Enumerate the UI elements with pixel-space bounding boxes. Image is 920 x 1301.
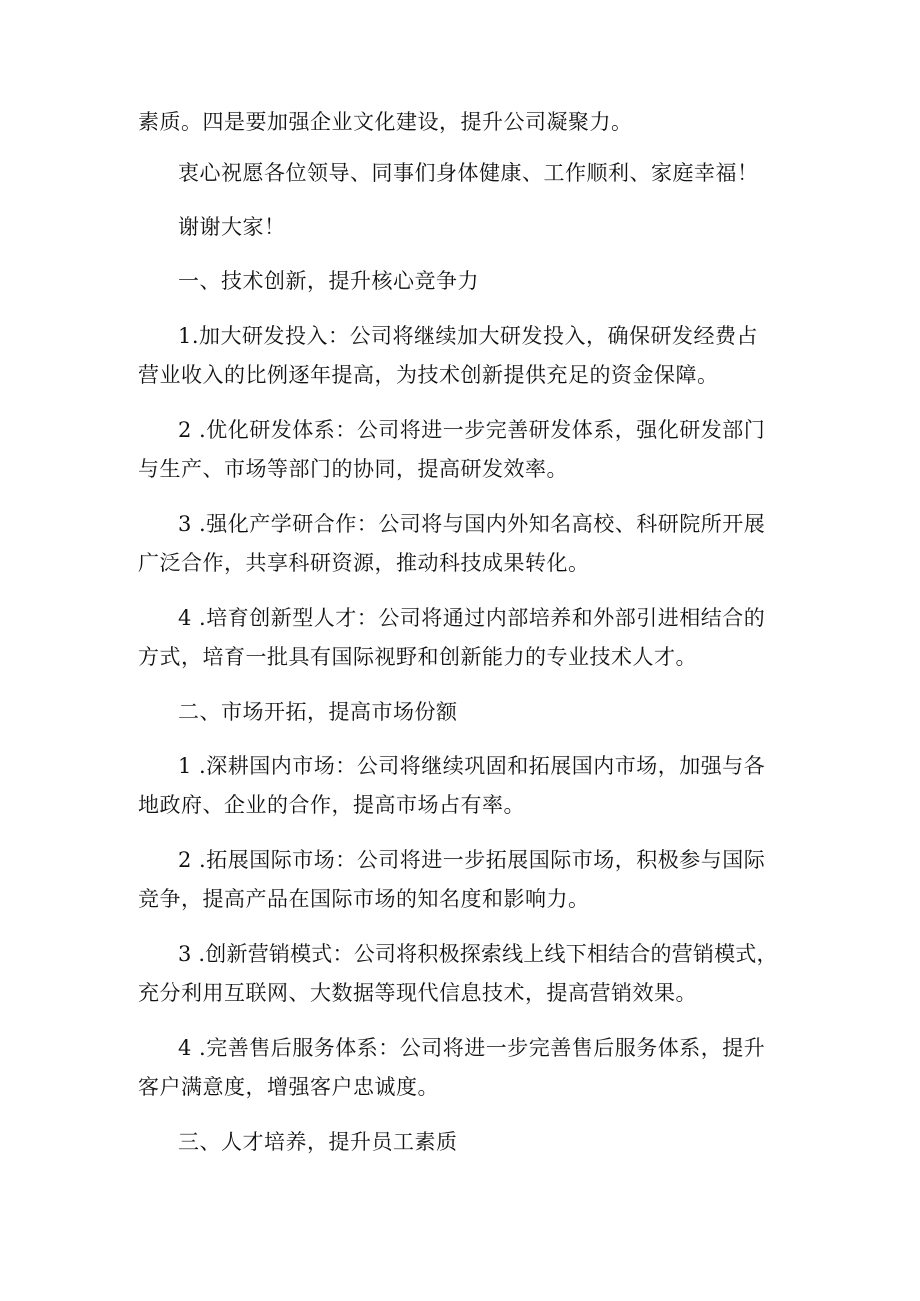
paragraph-line-market-3a: 3 .创新营销模式：公司将积极探索线上线下相结合的营销模式， <box>178 942 778 966</box>
paragraph-line-tech-1a: 1.加大研发投入：公司将继续加大研发投入，确保研发经费占 <box>178 324 759 348</box>
section-heading-market: 二、市场开拓，提高市场份额 <box>178 700 458 724</box>
paragraph-line-tech-2b: 与生产、市场等部门的协同，提高研发效率。 <box>138 457 568 481</box>
paragraph-line-market-4a: 4 .完善售后服务体系：公司将进一步完善售后服务体系，提升 <box>178 1036 766 1060</box>
paragraph-line-market-1a: 1 .深耕国内市场：公司将继续巩固和拓展国内市场，加强与各 <box>178 754 766 778</box>
paragraph-line-market-2a: 2 .拓展国际市场：公司将进一步拓展国际市场，积极参与国际 <box>178 848 766 872</box>
paragraph-line-continuation: 素质。四是要加强企业文化建设，提升公司凝聚力。 <box>138 110 633 134</box>
paragraph-line-market-4b: 客户满意度，增强客户忠诚度。 <box>138 1075 439 1099</box>
section-heading-talent: 三、人才培养，提升员工素质 <box>178 1130 458 1154</box>
paragraph-line-market-3b: 充分利用互联网、大数据等现代信息技术，提高营销效果。 <box>138 981 697 1005</box>
section-heading-tech-innovation: 一、技术创新，提升核心竞争力 <box>178 269 479 293</box>
paragraph-line-market-2b: 竞争，提高产品在国际市场的知名度和影响力。 <box>138 887 590 911</box>
paragraph-line-tech-4b: 方式，培育一批具有国际视野和创新能力的专业技术人才。 <box>138 645 697 669</box>
paragraph-line-tech-3b: 广泛合作，共享科研资源，推动科技成果转化。 <box>138 551 590 575</box>
paragraph-line-tech-1b: 营业收入的比例逐年提高，为技术创新提供充足的资金保障。 <box>138 363 719 387</box>
paragraph-line-thanks: 谢谢大家！ <box>178 215 286 239</box>
paragraph-line-wishes: 衷心祝愿各位领导、同事们身体健康、工作顺利、家庭幸福！ <box>178 161 759 185</box>
paragraph-line-tech-4a: 4 .培育创新型人才：公司将通过内部培养和外部引进相结合的 <box>178 606 766 630</box>
paragraph-line-tech-3a: 3 .强化产学研合作：公司将与国内外知名高校、科研院所开展 <box>178 512 766 536</box>
paragraph-line-market-1b: 地政府、企业的合作，提高市场占有率。 <box>138 793 525 817</box>
paragraph-line-tech-2a: 2 .优化研发体系：公司将进一步完善研发体系，强化研发部门 <box>178 418 766 442</box>
